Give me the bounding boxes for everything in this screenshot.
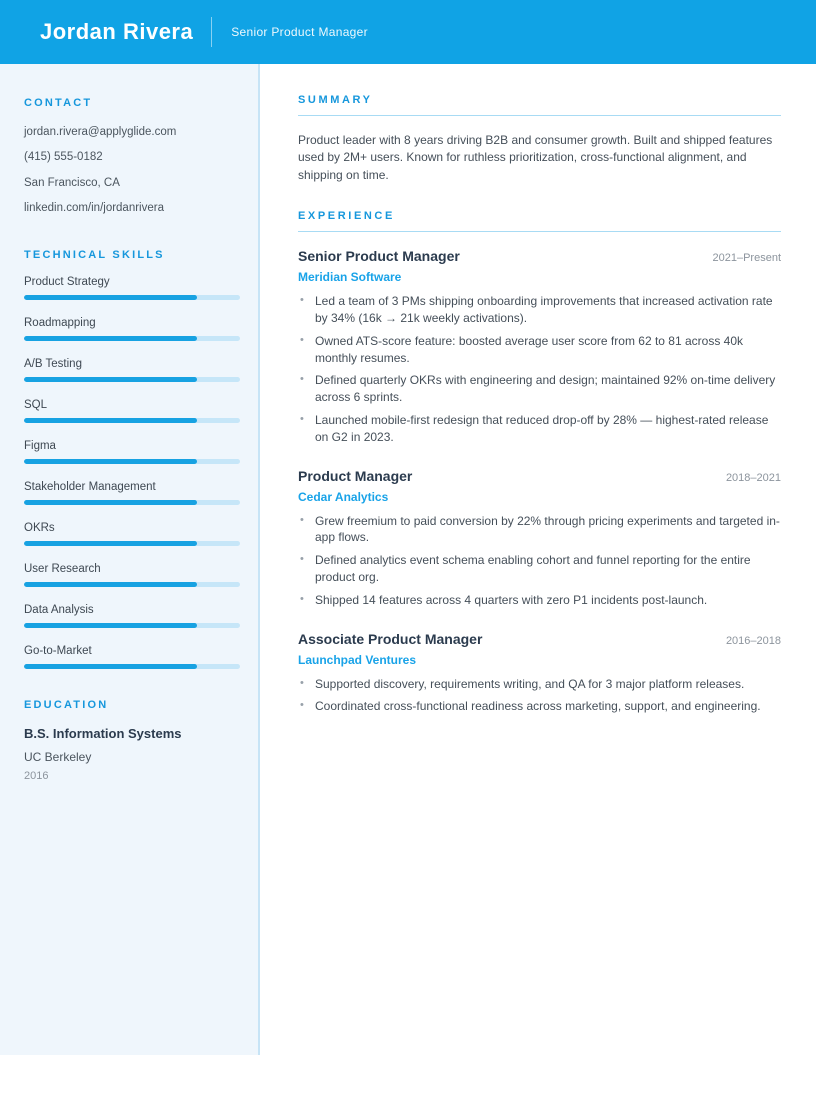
- skill-bar-track: [24, 500, 240, 505]
- main-column: [260, 64, 816, 1055]
- job-bullet: • Defined analytics event schema enabling cohort and funnel reporting for the entire product org.: [298, 552, 781, 586]
- job-entry: [298, 248, 781, 445]
- job-header: [298, 248, 781, 264]
- summary-text: Product leader with 8 years driving B2B and consumer growth. Built and shipped features used by 2M+ users. Known for ruthless prioritization, cross-functional alignment, and shipping on time.: [298, 133, 773, 182]
- job-bullet: • Shipped 14 features across 4 quarters with zero P1 incidents post-launch.: [298, 592, 781, 609]
- skills-list: [24, 276, 238, 669]
- job-title: Product Manager: [298, 467, 413, 484]
- contact-list: [24, 124, 238, 218]
- skill-label: Stakeholder Management: [24, 481, 156, 494]
- skill-item: [24, 399, 238, 423]
- header-divider: [211, 17, 212, 47]
- skill-bar-track: [24, 336, 240, 341]
- job-title: Associate Product Manager: [298, 630, 483, 647]
- job-dates: 2018–2021: [725, 471, 781, 484]
- job-header: [298, 468, 781, 484]
- skill-bar-fill: [24, 623, 197, 628]
- skill-bar-fill: [24, 336, 197, 341]
- job-company: Cedar Analytics: [298, 489, 389, 504]
- contact-heading: CONTACT: [24, 97, 93, 109]
- contact-phone: (415) 555-0182: [24, 151, 103, 164]
- skill-bar-track: [24, 623, 240, 628]
- skill-bar-fill: [24, 295, 197, 300]
- job-company: Meridian Software: [298, 270, 402, 285]
- job-entry: [298, 468, 781, 609]
- job-bullet: • Owned ATS-score feature: boosted average user score from 62 to 81 across 40k monthly resumes.: [298, 333, 781, 367]
- skill-label: Data Analysis: [24, 604, 94, 617]
- skill-bar-track: [24, 582, 240, 587]
- skill-item: [24, 604, 238, 628]
- job-header: [298, 631, 781, 647]
- job-bullet: • Supported discovery, requirements writing, and QA for 3 major platform releases.: [298, 676, 781, 693]
- sidebar: [0, 64, 260, 1055]
- skill-item: [24, 358, 238, 382]
- skill-label: A/B Testing: [24, 358, 82, 371]
- skill-bar-fill: [24, 541, 197, 546]
- skill-bar-fill: [24, 664, 197, 669]
- job-bullet: • Led a team of 3 PMs shipping onboarding improvements that increased activation rate by 34% (16k → 21k weekly activations).: [298, 293, 781, 327]
- job-bullet: • Coordinated cross-functional readiness across marketing, support, and engineering.: [298, 698, 781, 715]
- job-dates: 2021–Present: [712, 252, 781, 265]
- skill-bar-track: [24, 377, 240, 382]
- skill-label: User Research: [24, 563, 101, 576]
- contact-email: jordan.rivera@applyglide.com: [24, 126, 177, 138]
- summary-section: [298, 94, 781, 184]
- skill-bar-fill: [24, 377, 197, 382]
- skill-bar-track: [24, 541, 240, 546]
- job-bullets: [298, 293, 781, 445]
- content-container: [0, 64, 816, 1055]
- experience-section: [298, 210, 781, 715]
- job-title: Senior Product Manager: [298, 248, 460, 265]
- job-bullets: [298, 676, 781, 716]
- contact-location: San Francisco, CA: [24, 176, 120, 189]
- skills-heading: TECHNICAL SKILLS: [24, 249, 165, 262]
- skill-item: [24, 481, 238, 505]
- skill-item: [24, 276, 238, 300]
- skill-bar-track: [24, 418, 240, 423]
- education-year: 2016: [24, 770, 49, 783]
- job-bullet: • Defined quarterly OKRs with engineering and design; maintained 92% on-time delivery across 6 sprints.: [298, 372, 781, 406]
- person-role: Senior Product Manager: [231, 25, 368, 39]
- job-dates: 2016–2018: [725, 634, 781, 647]
- skill-item: [24, 522, 238, 546]
- page-header: [0, 0, 816, 64]
- skill-bar-fill: [24, 500, 197, 505]
- skill-bar-track: [24, 459, 240, 464]
- education-school: UC Berkeley: [24, 750, 92, 765]
- skill-item: [24, 317, 238, 341]
- education-degree: B.S. Information Systems: [24, 726, 182, 742]
- summary-heading: SUMMARY: [298, 94, 781, 116]
- skill-label: OKRs: [24, 522, 55, 535]
- job-bullets: [298, 513, 781, 609]
- skill-item: [24, 440, 238, 464]
- skill-bar-track: [24, 664, 240, 669]
- contact-linkedin: linkedin.com/in/jordanrivera: [24, 201, 164, 214]
- jobs-list: [298, 248, 781, 715]
- job-company: Launchpad Ventures: [298, 652, 417, 667]
- person-name: Jordan Rivera: [40, 19, 194, 44]
- skill-label: Figma: [24, 440, 56, 453]
- job-entry: [298, 631, 781, 716]
- skill-bar-fill: [24, 582, 197, 587]
- job-bullet: • Launched mobile-first redesign that reduced drop-off by 28% — highest-rated release on G2 in 2023.: [298, 412, 781, 446]
- skill-label: Roadmapping: [24, 317, 96, 330]
- skill-bar-fill: [24, 418, 197, 423]
- skill-label: Go-to-Market: [24, 645, 92, 658]
- skill-label: SQL: [24, 399, 48, 412]
- skill-bar-track: [24, 295, 240, 300]
- skill-bar-fill: [24, 459, 197, 464]
- job-bullet: • Grew freemium to paid conversion by 22% through pricing experiments and targeted in-app flows.: [298, 513, 781, 547]
- experience-heading: EXPERIENCE: [298, 210, 781, 232]
- education-entry: [24, 726, 238, 782]
- skill-label: Product Strategy: [24, 276, 110, 289]
- skill-item: [24, 645, 238, 669]
- skill-item: [24, 563, 238, 587]
- education-heading: EDUCATION: [24, 699, 109, 712]
